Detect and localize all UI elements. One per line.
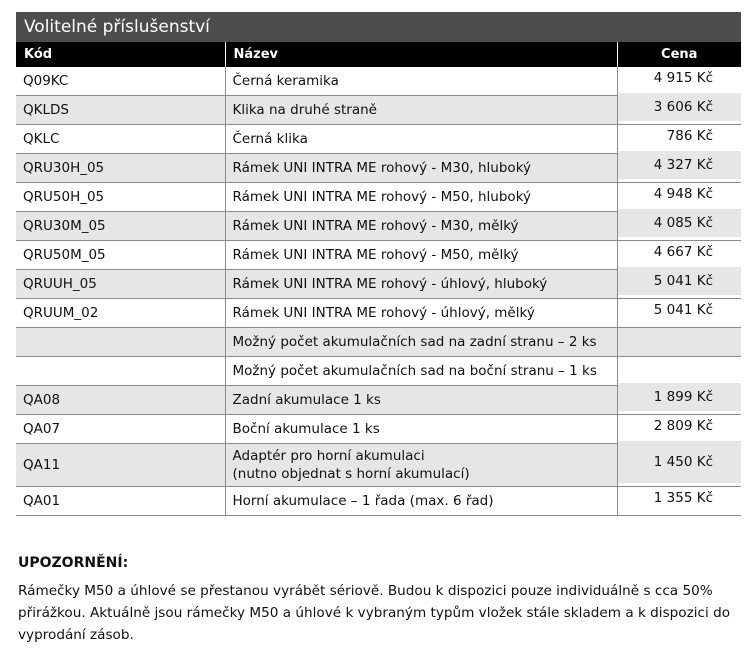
cell-code: QA08: [16, 386, 225, 415]
cell-code: QRU30M_05: [16, 212, 225, 241]
warning-text: Rámečky M50 a úhlové se přestanou vyrábět sériově. Budou k dispozici pouze individuálně s cca 50% přirážkou. Aktuálně jsou rámečky M50 a úhlové k vybraným typům vložek stále skladem a k dispozici do vyprodání zásob.: [18, 583, 731, 643]
cell-name: Klika na druhé straně: [225, 96, 617, 125]
header-name: Název: [225, 42, 617, 67]
table-row: [16, 154, 741, 183]
cell-name: Rámek UNI INTRA ME rohový - M30, hluboký: [225, 154, 617, 183]
cell-name: Rámek UNI INTRA ME rohový - M50, mělký: [225, 241, 617, 270]
cell-code: QKLDS: [16, 96, 225, 125]
table-row: [16, 67, 741, 96]
cell-name: Rámek UNI INTRA ME rohový - M30, mělký: [225, 212, 617, 241]
cell-price: 4 085 Kč: [617, 209, 741, 238]
cell-name: Černá klika: [225, 125, 617, 154]
cell-name: Rámek UNI INTRA ME rohový - M50, hluboký: [225, 183, 617, 212]
cell-price: 1 355 Kč: [617, 484, 741, 513]
cell-code: QKLC: [16, 125, 225, 154]
table-row: [16, 487, 741, 516]
cell-code: QA07: [16, 415, 225, 444]
cell-empty: [617, 357, 741, 386]
cell-empty: [16, 328, 225, 357]
cell-code: QRU50H_05: [16, 183, 225, 212]
warning-title: UPOZORNĚNÍ:: [18, 555, 129, 571]
warning-block: [18, 555, 738, 646]
cell-name: Boční akumulace 1 ks: [225, 415, 617, 444]
header-code: Kód: [16, 42, 225, 67]
cell-name: Rámek UNI INTRA ME rohový - úhlový, mělký: [225, 299, 617, 328]
cell-code: QRU50M_05: [16, 241, 225, 270]
cell-price: 1 899 Kč: [617, 383, 741, 412]
cell-price: 1 450 Kč: [617, 441, 741, 484]
table-row: [16, 241, 741, 270]
cell-code: QRUUH_05: [16, 270, 225, 299]
cell-note: Možný počet akumulačních sad na zadní stranu – 2 ks: [225, 328, 617, 357]
cell-price: 4 948 Kč: [617, 180, 741, 209]
cell-name: Horní akumulace – 1 řada (max. 6 řad): [225, 487, 617, 516]
cell-empty: [16, 357, 225, 386]
table-row: [16, 270, 741, 299]
cell-price: 786 Kč: [617, 122, 741, 151]
cell-note: Možný počet akumulačních sad na boční stranu – 1 ks: [225, 357, 617, 386]
cell-code: Q09KC: [16, 67, 225, 96]
cell-empty: [617, 328, 741, 357]
cell-price: 5 041 Kč: [617, 296, 741, 325]
cell-name: [225, 444, 617, 487]
cell-price: 5 041 Kč: [617, 267, 741, 296]
table-row: [16, 125, 741, 154]
cell-code: QRUUM_02: [16, 299, 225, 328]
cell-name-line: Adaptér pro horní akumulaci: [232, 448, 425, 464]
cell-price: 4 667 Kč: [617, 238, 741, 267]
cell-name: Černá keramika: [225, 67, 617, 96]
cell-name: Rámek UNI INTRA ME rohový - úhlový, hluboký: [225, 270, 617, 299]
table-row: [16, 386, 741, 415]
cell-price: 4 915 Kč: [617, 64, 741, 93]
accessories-table: [16, 42, 741, 516]
table-row: [16, 96, 741, 125]
accessories-section: [16, 12, 741, 516]
cell-name-line: (nutno objednat s horní akumulací): [232, 466, 470, 482]
header-price: Cena: [617, 42, 741, 67]
cell-price: 4 327 Kč: [617, 151, 741, 180]
section-title: Volitelné příslušenství: [16, 12, 741, 42]
cell-price: 3 606 Kč: [617, 93, 741, 122]
cell-code: QRU30H_05: [16, 154, 225, 183]
cell-code: QA11: [16, 444, 225, 487]
table-row: [16, 415, 741, 444]
cell-name: Zadní akumulace 1 ks: [225, 386, 617, 415]
note-row: [16, 357, 741, 386]
cell-code: QA01: [16, 487, 225, 516]
table-row: [16, 299, 741, 328]
cell-price: 2 809 Kč: [617, 412, 741, 441]
table-row: [16, 183, 741, 212]
table-row: [16, 212, 741, 241]
note-row: [16, 328, 741, 357]
table-row: [16, 444, 741, 487]
